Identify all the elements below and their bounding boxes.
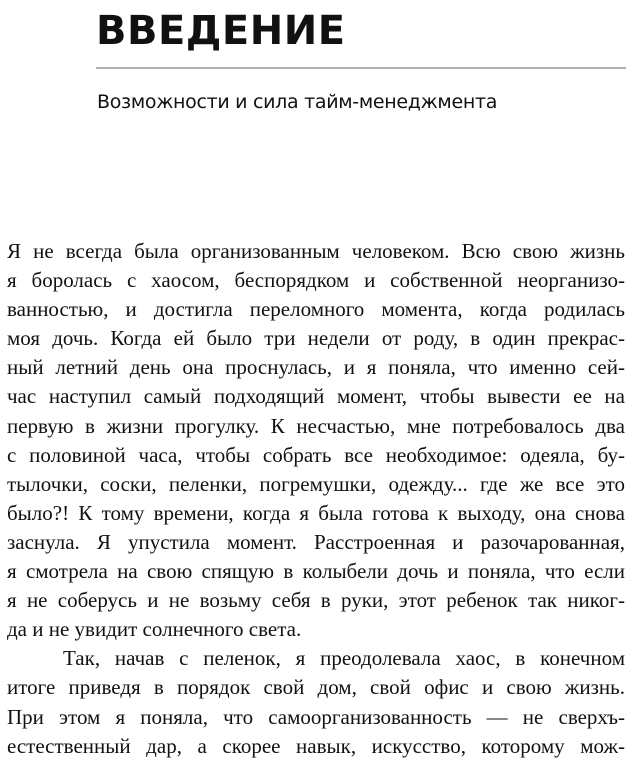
body-text	[7, 237, 625, 761]
text-line: моя дочь. Когда ей было три недели от роду, в один прекрас-	[7, 326, 625, 351]
text-line: итоге приведя в порядок свой дом, свой офис и свою жизнь.	[7, 675, 625, 700]
text-line: ный летний день она проснулась, и я поняла, что именно сей-	[7, 355, 625, 380]
text-line: я смотрела на свою спящую в колыбели дочь и поняла, что если	[7, 559, 625, 584]
text-line: было?! К тому времени, когда я была готова к выходу, она снова	[7, 500, 625, 525]
title-divider	[96, 67, 626, 69]
chapter-title: ВВЕДЕНИЕ	[96, 8, 346, 54]
text-line: Я не всегда была организованным человеком. Всю свою жизнь	[7, 239, 625, 263]
text-line: да и не увидит солнечного света.	[7, 617, 302, 642]
text-line: заснула. Я упустила момент. Расстроенная и разочарованная,	[7, 529, 625, 554]
text-line: ванностью, и достигла переломного момента, когда родилась	[7, 297, 625, 322]
text-line: естественный дар, а скорее навык, искусство, которому мож-	[7, 733, 625, 758]
text-line: час наступил самый подходящий момент, чтобы вывести ее на	[7, 384, 625, 409]
text-line: Так, начав с пеленок, я преодолевала хаос, в конечном	[63, 646, 625, 671]
chapter-subtitle: Возможности и сила тайм-менеджмента	[97, 91, 498, 113]
text-line: тылочки, соски, пеленки, погремушки, одежду... где же все это	[7, 471, 625, 496]
text-line: с половиной часа, чтобы собрать все необходимое: одеяла, бу-	[7, 442, 625, 467]
text-line: При этом я поняла, что самоорганизованность — не сверхъ-	[7, 704, 625, 729]
paragraph-2	[7, 644, 625, 760]
text-line: я боролась с хаосом, беспорядком и собственной неорганизо-	[7, 268, 625, 293]
text-line: я не соберусь и не возьму себя в руки, этот ребенок так никог-	[7, 588, 625, 613]
paragraph-1	[7, 237, 625, 644]
text-line: первую в жизни прогулку. К несчастью, мне потребовалось два	[7, 413, 625, 438]
